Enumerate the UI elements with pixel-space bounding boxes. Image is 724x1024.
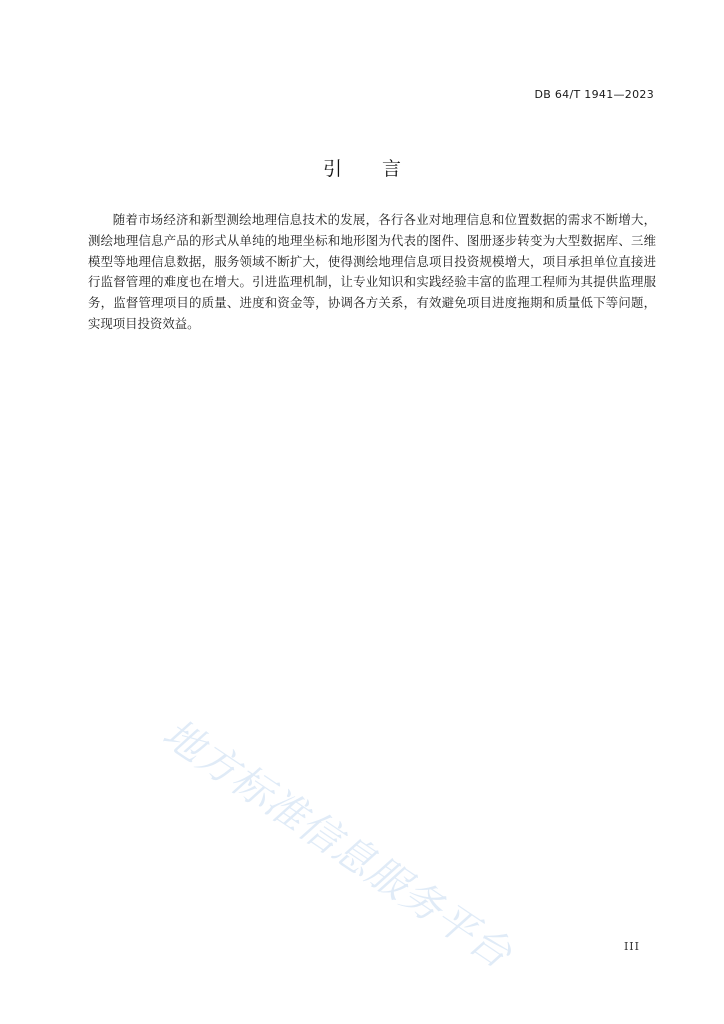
watermark: 地方标准信息服务平台 xyxy=(154,710,520,978)
introduction-paragraph: 随着市场经济和新型测绘地理信息技术的发展，各行各业对地理信息和位置数据的需求不断增大，测绘地理信息产品的形式从单纯的地理坐标和地形图为代表的图件、图册逐步转变为大型数据库、三维模型等地理信息数据，服务领域不断扩大，使得测绘地理信息项目投资规模增大，项目承担单位直接进行监督管理的难度也在增大。引进监理机制，让专业知识和实践经验丰富的监理工程师为其提供监理服务，监督管理项目的质量、进度和资金等，协调各方关系，有效避免项目进度拖期和质量低下等问题，实现项目投资效益。 xyxy=(88,212,656,331)
document-code: DB 64/T 1941—2023 xyxy=(534,88,654,101)
section-title-char-2: 言 xyxy=(382,158,402,180)
page-number: III xyxy=(623,940,640,953)
section-title-char-1: 引 xyxy=(322,158,342,180)
section-title xyxy=(0,154,724,181)
